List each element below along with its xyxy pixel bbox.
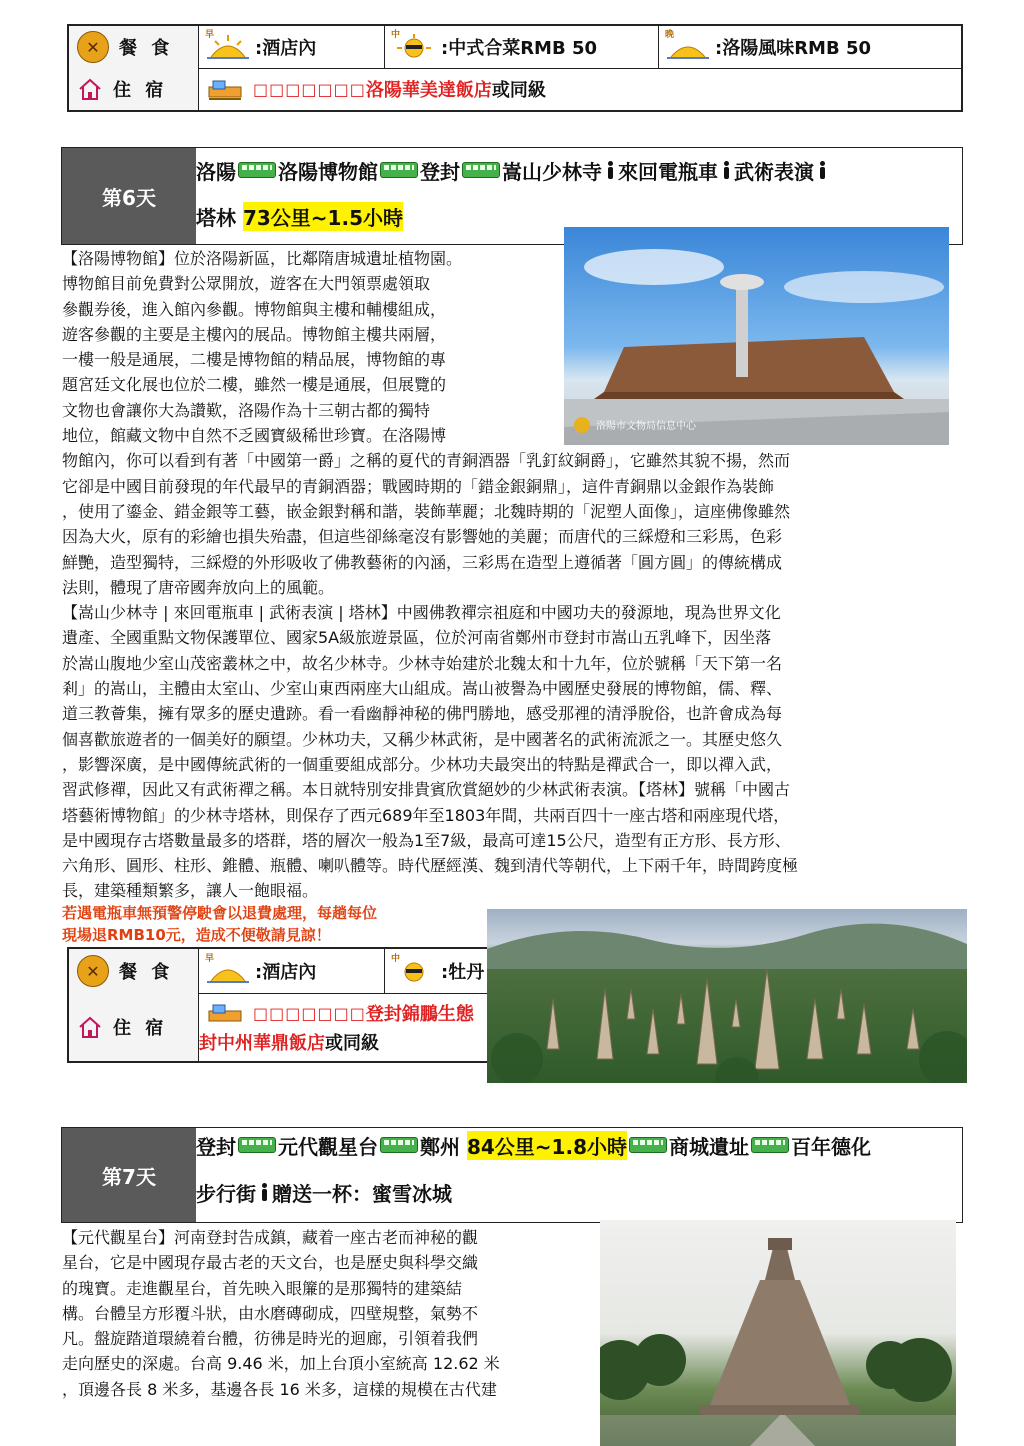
walk-icon xyxy=(606,161,614,179)
breakfast-cell: 早 :酒店內 xyxy=(199,26,385,68)
distance-highlight: 73公里~1.5小時 xyxy=(243,202,403,231)
hotel-bed-icon xyxy=(205,999,245,1027)
lodging-value-cell: □□□□□□□ 洛陽華美達飯店 或同級 xyxy=(199,68,961,110)
lodging-label-cell: 住 宿 xyxy=(69,68,199,110)
fork-knife-icon: ✕ xyxy=(77,31,109,63)
breakfast-cell: 早 :酒店內 xyxy=(199,949,385,993)
distance-highlight: 84公里~1.8小時 xyxy=(467,1131,627,1160)
breakfast-sun-icon: 早 xyxy=(205,957,251,985)
lodging-label-cell: 住 宿 xyxy=(69,993,199,1061)
image-caption: 洛陽市文物局信息中心 xyxy=(596,421,696,432)
day6-route-line1: 洛陽 洛陽博物館 登封 嵩山少林寺 來回電瓶車 武術表演 xyxy=(196,152,830,188)
lunch-sun-icon: 中 xyxy=(391,957,437,985)
day6-label: 第6天 xyxy=(62,148,196,244)
day6-route-line2: 塔林 73公里~1.5小時 xyxy=(196,198,403,234)
walk-icon xyxy=(818,161,826,179)
house-icon xyxy=(77,77,103,101)
day7-description: 【元代觀星台】河南登封告成鎮，藏着一座古老而神秘的觀 星台，它是中國現存最古老的天文台，也是歷史與科學交織 的瑰寶。走進觀星台，首先映入眼簾的是那獨特的建築結 構。台體呈方形覆斗狀，由水磨磚砌成，四壁規整，氣勢不 凡。盤旋踏道環繞着台體，彷彿是時光的迴廊，引領着我們 走向歷史的深處。台高 9.46 米，加上台頂小室統高 12.62 米 ，頂邊各長 8 米多，基邊各長 16 米多，這樣的規模在古代建 xyxy=(62,1228,500,1399)
dinner-sun-icon: 晚 xyxy=(665,33,711,61)
meal-row xyxy=(69,26,961,69)
bus-icon xyxy=(380,1137,418,1153)
bus-icon xyxy=(238,162,276,178)
bus-icon xyxy=(751,1137,789,1153)
day7-route-line1: 登封 元代觀星台 鄭州 84公里~1.8小時 商城遺址 百年德化 xyxy=(196,1128,871,1162)
bus-icon xyxy=(629,1137,667,1153)
walk-icon xyxy=(722,161,730,179)
day6-note: 若遇電瓶車無預警停駛會以退費處理，每趟每位 現場退RMB10元，造成不便敬請見諒！ xyxy=(62,904,378,944)
day7-header xyxy=(61,1127,963,1223)
walk-icon xyxy=(260,1183,268,1201)
lunch-sun-icon: 中 xyxy=(391,33,437,61)
lodging-row xyxy=(69,68,961,110)
meal-label-cell: ✕ 餐 食 xyxy=(69,949,199,993)
bus-icon xyxy=(462,162,500,178)
observatory-photo xyxy=(600,1220,956,1446)
day6-description: 【洛陽博物館】位於洛陽新區，比鄰隋唐城遺址植物園。 博物館目前免費對公眾開放，遊客在大門領票處領取 參觀券後，進入館內參觀。博物館與主樓和輔樓組成， 遊客參觀的主要是主樓內的展品。博物館主樓共兩層， 一樓一般是通展，二樓是博物館的精品展，博物館的專 題宮廷文化展也位於二樓，雖然一樓是通展，但展覽的 文物也會讓你大為讚歎，洛陽作為十三朝古都的獨特 地位，館藏文物中自然不乏國寶級稀世珍寶。在洛陽博 物館內，你可以看到有著「中國第一爵」之稱的夏代的青銅酒器「乳釘紋銅爵」，它雖然其貌不揚，然而 它卻是中國目前發現的年代最早的青銅酒器；戰國時期的「錯金銀銅鼎」，這件青銅鼎以金銀作為裝飾 ，使用了鎏金、錯金銀等工藝，嵌金銀對稱和諧，裝飾華麗；北魏時期的「泥塑人面像」，這座佛像雖然 因為大火，原有的彩繪也損失殆盡，但這些卻絲毫沒有影響她的美麗；而唐代的三綵燈和三彩馬，色彩 鮮艷，造型獨特，三綵燈的外形吸收了佛教藝術的內涵，三彩馬在造型上遵循著「圓方圓」的傳統構成 法則，體現了唐帝國奔放向上的風範。 【嵩山少林寺 | 來回電瓶車 | 武術表演 | 塔林】中國佛教禪宗祖庭和中國功夫的發源地，現為世界文化 遺產、全國重點文物保護單位、國家5A級旅遊景區，位於河南省鄭州市登封市嵩山五乳峰下，因坐落 於嵩山腹地少室山茂密叢林之中，故名少林寺。少林寺始建於北魏太和十九年，位於號稱「天下第一名 剎」的嵩山，主體由太室山、少室山東西兩座大山組成。嵩山被譽為中國歷史發展的博物館，儒、釋、 道三教薈集，擁有眾多的歷史遺跡。看一看幽靜神秘的佛門勝地，感受那裡的清淨脫俗，也許會成為每 個喜歡旅遊者的一個美好的願望。少林功夫，又稱少林武術，是中國著名的武術流派之一。其歷史悠久 ，影響深廣，是中國傳統武術的一個重要組成部分。少林功夫最突出的特點是禪武合一，即以禪入武， 習武修禪，因此又有武術禪之稱。本日就特別安排貴賓欣賞絕妙的少林武術表演。【塔林】號稱「中國古 塔藝術博物館」的少林寺塔林，則保存了西元689年至1803年間，共兩百四十一座古塔和兩座現代塔， 是中國現存古塔數量最多的塔群，塔的層次一般為1至7級，最高可達15公尺，造型有正方形、長方形、 六角形、圓形、柱形、錐體、瓶體、喇叭體等。時代歷經漢、魏到清代等朝代，上下兩千年，時間跨度極 長，建築種類繁多，讓人一飽眼福。 xyxy=(62,249,799,901)
day7-label: 第7天 xyxy=(62,1128,196,1222)
breakfast-sun-icon: 早 xyxy=(205,33,251,61)
hotel-bed-icon xyxy=(205,75,245,103)
meal-label-cell: ✕ 餐 食 xyxy=(69,26,199,68)
dinner-cell: 晚 :洛陽風味RMB 50 xyxy=(665,30,872,59)
fork-knife-icon: ✕ xyxy=(77,955,109,987)
lodging-value-cell: □□□□□□□ 登封錦鵬生態 封中州華鼎飯店或同級 xyxy=(199,993,961,1061)
day7-route-line2: 步行街 贈送一杯：蜜雪冰城 xyxy=(196,1181,452,1206)
bus-icon xyxy=(238,1137,276,1153)
pagoda-forest-photo xyxy=(487,909,967,1083)
house-icon xyxy=(77,1015,103,1039)
lunch-cell: 中 :牡丹 xyxy=(391,954,485,983)
bus-icon xyxy=(380,162,418,178)
meal-lodging-table-top xyxy=(67,24,963,112)
lunch-cell: 中 :中式合菜RMB 50 xyxy=(385,26,659,68)
